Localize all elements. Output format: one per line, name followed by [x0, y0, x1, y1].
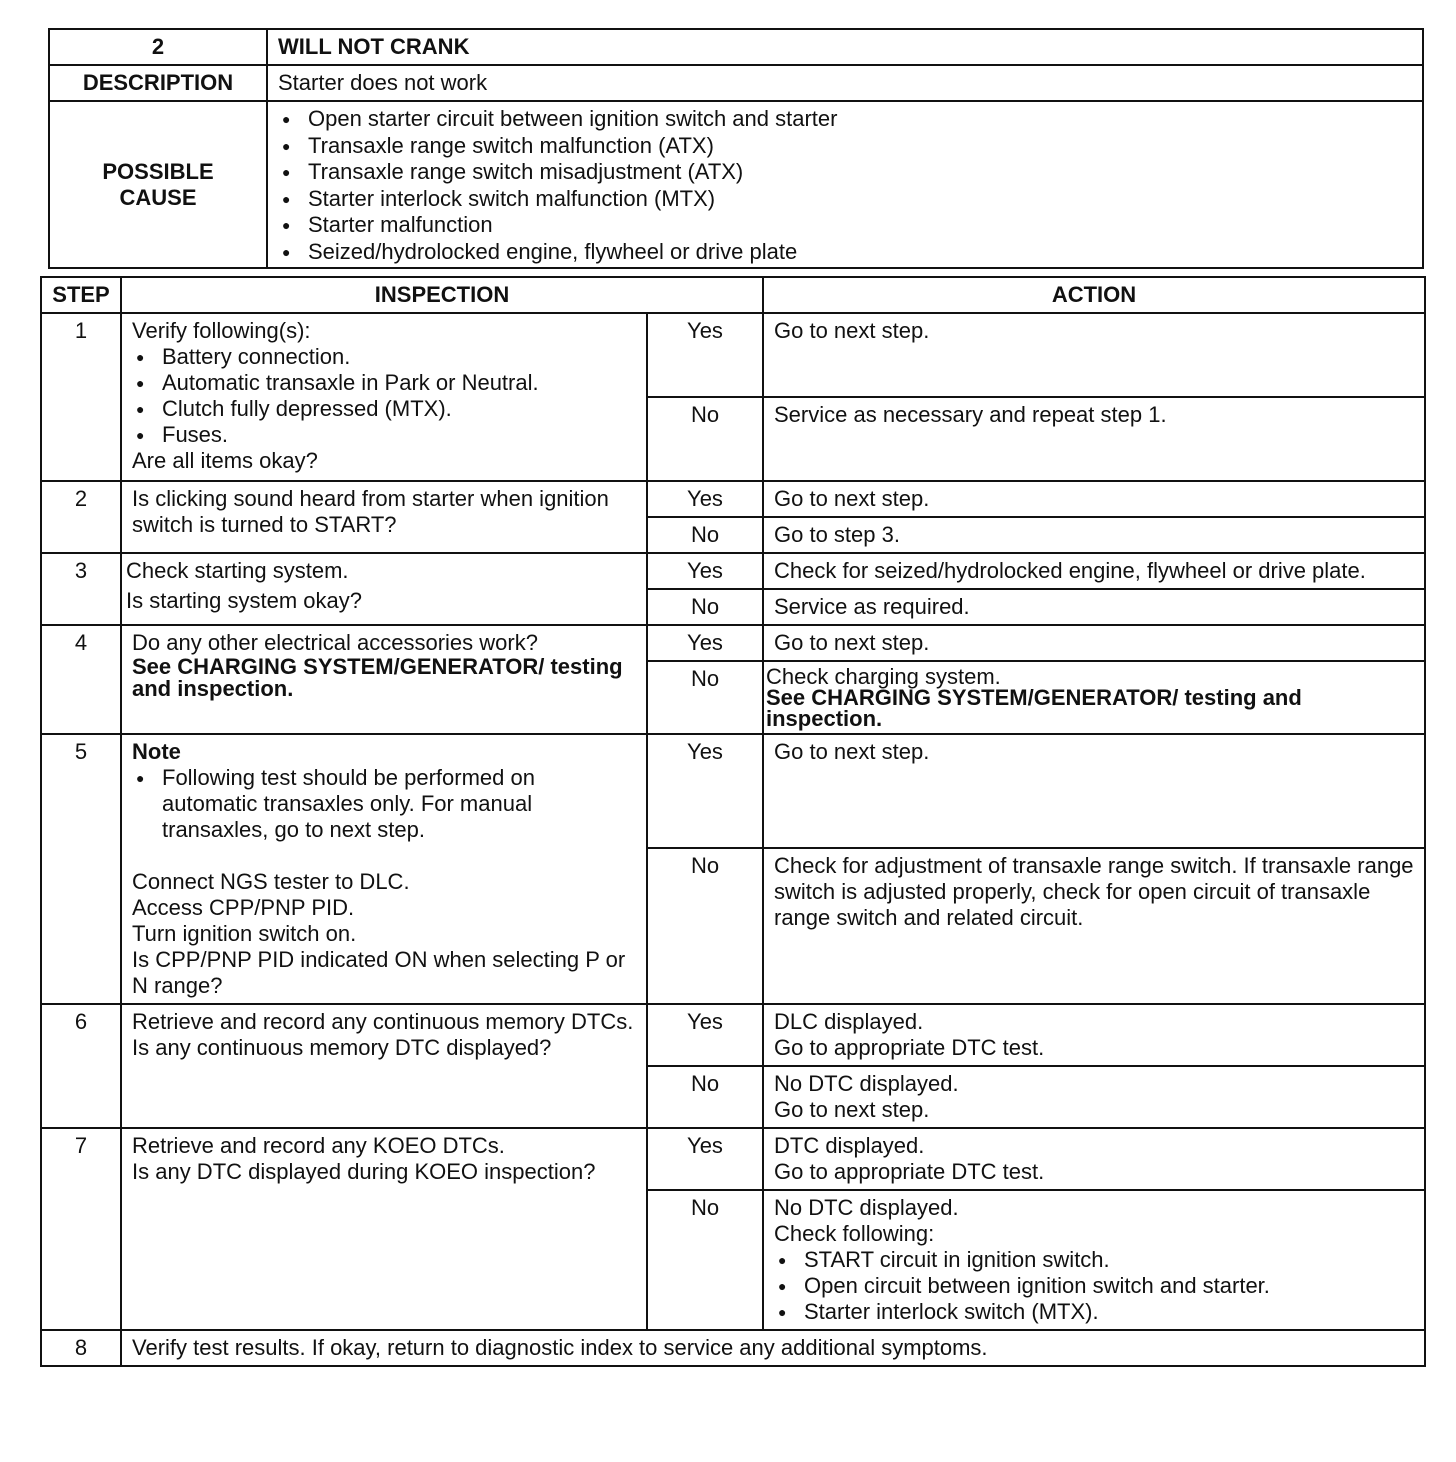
no-action: [763, 661, 1425, 734]
yes-action: Go to next step.: [763, 313, 1425, 397]
yes-label: Yes: [647, 313, 763, 397]
step-3-inspection: [121, 553, 647, 625]
yes-label: Yes: [647, 1004, 763, 1066]
step-6-yes-row: [41, 1004, 1425, 1066]
step-3-yes-row: [41, 553, 1425, 589]
yes-action: Go to next step.: [763, 734, 1425, 848]
check-item: ● Starter interlock switch (MTX).: [774, 1299, 1414, 1325]
step-number: 4: [41, 625, 121, 734]
inspection-column-header: INSPECTION: [121, 277, 763, 313]
step-6-no-line2: Go to next step.: [774, 1097, 930, 1122]
step-number: 5: [41, 734, 121, 1004]
step-7-no-line1: No DTC displayed.: [774, 1195, 959, 1220]
possible-cause-label-line1: POSSIBLE: [102, 158, 214, 184]
step-5-inspection: [121, 734, 647, 1004]
step-7-line2: Is any DTC displayed during KOEO inspection?: [132, 1159, 596, 1184]
step-5-line2: Access CPP/PNP PID.: [132, 895, 355, 920]
step-7-no-checklist: [774, 1247, 1414, 1325]
step-6-yes-line1: DLC displayed.: [774, 1009, 924, 1034]
step-8-text: Verify test results. If okay, return to diagnostic index to service any additional symptoms.: [121, 1330, 1425, 1366]
step-number: 7: [41, 1128, 121, 1330]
yes-label: Yes: [647, 481, 763, 517]
cause-item: ● Starter interlock switch malfunction (MTX): [278, 186, 1412, 213]
step-1-question: Are all items okay?: [132, 448, 318, 473]
no-label: No: [647, 848, 763, 1004]
step-1-yes-row: [41, 313, 1425, 397]
no-label: No: [647, 1190, 763, 1330]
possible-cause-list-cell: [267, 101, 1423, 268]
step-5-note-title: Note: [132, 739, 181, 764]
check-item: ● Automatic transaxle in Park or Neutral.: [132, 370, 636, 396]
no-action: Service as required.: [763, 589, 1425, 625]
step-7-inspection: [121, 1128, 647, 1330]
no-label: No: [647, 397, 763, 481]
cause-item: ● Transaxle range switch misadjustment (ATX): [278, 159, 1412, 186]
check-item: ● START circuit in ignition switch.: [774, 1247, 1414, 1273]
step-2-yes-row: [41, 481, 1425, 517]
check-item: ● Battery connection.: [132, 344, 636, 370]
yes-label: Yes: [647, 625, 763, 661]
possible-cause-row: [49, 101, 1423, 268]
step-column-header: STEP: [41, 277, 121, 313]
symptom-header-table: [48, 28, 1424, 269]
step-2-question: Is clicking sound heard from starter when ignition switch is turned to START?: [121, 481, 647, 553]
no-action: Go to step 3.: [763, 517, 1425, 553]
yes-action: Go to next step.: [763, 625, 1425, 661]
step-5-yes-row: [41, 734, 1425, 848]
no-action: Check for adjustment of transaxle range switch. If transaxle range switch is adjusted properly, check for open circuit of transaxle range switch and related circuit.: [763, 848, 1425, 1004]
step-6-no-line1: No DTC displayed.: [774, 1071, 959, 1096]
step-number: 2: [41, 481, 121, 553]
no-action: [763, 1066, 1425, 1128]
step-number: 1: [41, 313, 121, 481]
description-label: DESCRIPTION: [49, 65, 267, 101]
description-row: [49, 65, 1423, 101]
possible-cause-label-line2: CAUSE: [119, 184, 197, 210]
step-number: 3: [41, 553, 121, 625]
yes-label: Yes: [647, 553, 763, 589]
yes-action: [763, 1004, 1425, 1066]
symptom-title-row: [49, 29, 1423, 65]
possible-cause-label: [49, 101, 267, 268]
no-action: Service as necessary and repeat step 1.: [763, 397, 1425, 481]
step-4-see-reference: See CHARGING SYSTEM/GENERATOR/ testing and inspection.: [132, 654, 623, 701]
yes-action: Check for seized/hydrolocked engine, flywheel or drive plate.: [763, 553, 1425, 589]
step-4-question: Do any other electrical accessories work?: [132, 630, 538, 655]
step-6-line2: Is any continuous memory DTC displayed?: [132, 1035, 552, 1060]
step-8-row: [41, 1330, 1425, 1366]
cause-item: ● Transaxle range switch malfunction (ATX): [278, 133, 1412, 160]
step-5-note-list: [132, 765, 636, 843]
step-number: 6: [41, 1004, 121, 1128]
action-column-header: ACTION: [763, 277, 1425, 313]
cause-item: ● Starter malfunction: [278, 212, 1412, 239]
step-5-line4: Is CPP/PNP PID indicated ON when selecting P or N range?: [132, 947, 626, 998]
step-4-yes-row: [41, 625, 1425, 661]
step-7-no-line2: Check following:: [774, 1221, 935, 1246]
no-label: No: [647, 517, 763, 553]
yes-label: Yes: [647, 1128, 763, 1190]
diagnostic-steps-table: [40, 276, 1426, 1367]
step-6-inspection: [121, 1004, 647, 1128]
description-text: Starter does not work: [267, 65, 1423, 101]
no-label: No: [647, 661, 763, 734]
step-4-no-action-line1: Check charging system.: [766, 664, 1001, 689]
symptom-title: WILL NOT CRANK: [267, 29, 1423, 65]
step-1-inspection: [121, 313, 647, 481]
step-5-line1: Connect NGS tester to DLC.: [132, 869, 410, 894]
step-3-line1: Check starting system.: [126, 558, 349, 583]
step-3-line2: Is starting system okay?: [126, 588, 362, 613]
possible-cause-list: [278, 106, 1412, 265]
no-label: No: [647, 589, 763, 625]
step-1-checklist: [132, 344, 636, 448]
check-item: ● Fuses.: [132, 422, 636, 448]
step-7-yes-line2: Go to appropriate DTC test.: [774, 1159, 1045, 1184]
step-number: 8: [41, 1330, 121, 1366]
yes-action: Go to next step.: [763, 481, 1425, 517]
spacer: [132, 843, 636, 869]
cause-item: ● Seized/hydrolocked engine, flywheel or drive plate: [278, 239, 1412, 266]
step-7-line1: Retrieve and record any KOEO DTCs.: [132, 1133, 505, 1158]
step-7-yes-line1: DTC displayed.: [774, 1133, 925, 1158]
yes-label: Yes: [647, 734, 763, 848]
step-6-line1: Retrieve and record any continuous memory DTCs.: [132, 1009, 634, 1034]
column-header-row: [41, 277, 1425, 313]
step-7-yes-row: [41, 1128, 1425, 1190]
yes-action: [763, 1128, 1425, 1190]
step-4-no-action-line2: See CHARGING SYSTEM/GENERATOR/ testing and inspection.: [766, 685, 1302, 731]
step-4-inspection: [121, 625, 647, 734]
no-action: [763, 1190, 1425, 1330]
symptom-number: 2: [49, 29, 267, 65]
step-6-yes-line2: Go to appropriate DTC test.: [774, 1035, 1045, 1060]
step-1-intro: Verify following(s):: [132, 318, 311, 343]
no-label: No: [647, 1066, 763, 1128]
check-item: ● Clutch fully depressed (MTX).: [132, 396, 636, 422]
step-5-line3: Turn ignition switch on.: [132, 921, 357, 946]
note-item: ● Following test should be performed on automatic transaxles only. For manual transaxles, go to next step.: [132, 765, 636, 843]
check-item: ● Open circuit between ignition switch and starter.: [774, 1273, 1414, 1299]
cause-item: ● Open starter circuit between ignition switch and starter: [278, 106, 1412, 133]
